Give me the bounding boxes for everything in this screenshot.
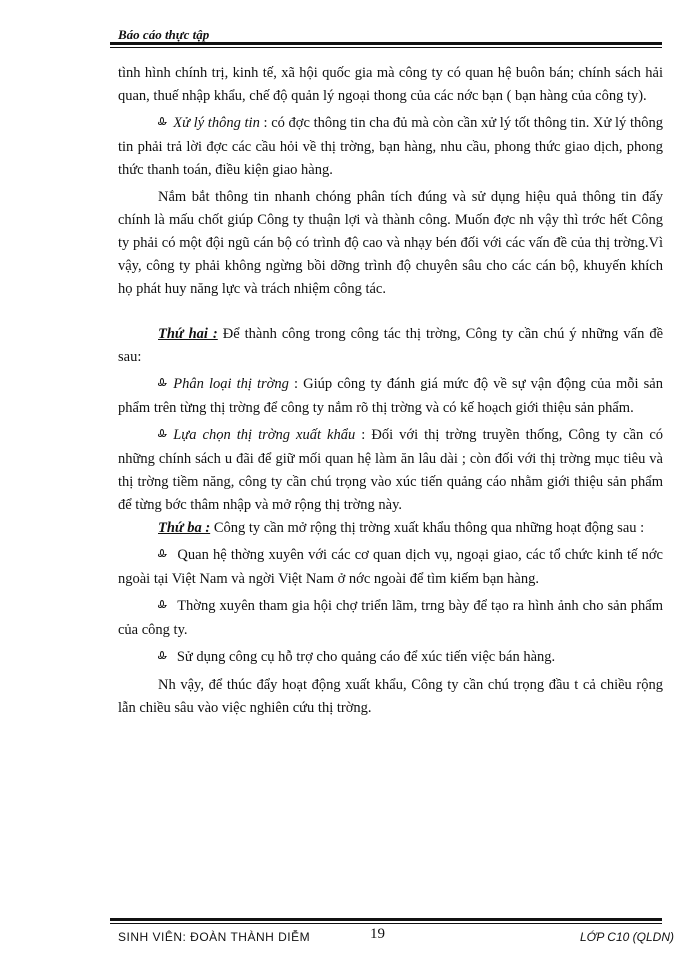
paragraph-label: Phân loại thị trờng	[173, 376, 289, 392]
paragraph: Thứ ba : Công ty cần mở rộng thị trờng xuất khẩu thông qua những hoạt động sau :	[158, 520, 645, 536]
paragraph: Thứ hai : Để thành công trong công tác thị trờng, Công ty cần chú ý những vấn đề sau:	[118, 326, 664, 365]
paragraph: Ꮂ Lựa chọn thị trờng xuất khẩu : Đối với thị trờng truyền thống, Công ty cần có những chính sách u đãi để giữ mối quan hệ làm ăn lâu dài ; còn đối với thị trờng mục tiêu và thị trờng tiềm năng, công ty cần chú trọng vào xúc tiến quảng cáo nhằm giới thiệu sản phẩm để từng bớc thâm nhập và mở rộng thị trờng này.	[118, 427, 664, 513]
paragraph: Ꮂ Sử dụng công cụ hỗ trợ cho quảng cáo để xúc tiến việc bán hàng.	[158, 649, 556, 665]
header-rule-thin	[110, 47, 662, 48]
bullet-icon: Ꮂ	[158, 548, 168, 560]
paragraph-label: Xử lý thông tin	[173, 115, 260, 131]
bullet-icon: Ꮂ	[158, 428, 168, 440]
paragraph: Ꮂ Xử lý thông tin : có đợc thông tin cha đủ mà còn cần xử lý tốt thông tin. Xử lý thông tin phải trả lời đợc các cầu hỏi về thị trờng, bạn hàng, nhu cầu, phong thức giao dịch, phong thức thanh toán, điều kiện giao hàng.	[118, 115, 663, 178]
page-number: 19	[370, 926, 385, 942]
bullet-icon: Ꮂ	[158, 116, 168, 128]
section-heading: Thứ ba :	[158, 520, 211, 536]
footer-rule	[110, 918, 662, 921]
footer-student: SINH VIÊN: ĐOÀN THÀNH DIỄM	[118, 930, 311, 944]
footer-class: LỚP C10 (QLDN)	[580, 930, 674, 944]
paragraph: Ꮂ Quan hệ thờng xuyên với các cơ quan dịch vụ, ngoại giao, các tổ chức kinh tế nớc ngoài tại Việt Nam và ngời Việt Nam ở nớc ngoài để tìm kiếm bạn hàng.	[118, 547, 663, 587]
paragraph: Ꮂ Thờng xuyên tham gia hội chợ triển lãm, trng bày để tạo ra hình ảnh cho sản phẩm của công ty.	[118, 598, 663, 638]
bullet-icon: Ꮂ	[158, 377, 168, 389]
paragraph: Ꮂ Phân loại thị trờng : Giúp công ty đánh giá mức độ về sự vận động của mỗi sản phẩm trên từng thị trờng để công ty nắm rõ thị trờng và có kế hoạch giới thiệu sản phẩm.	[118, 376, 663, 416]
header-rule	[110, 42, 662, 45]
paragraph: Nắm bắt thông tin nhanh chóng phân tích đúng và sử dụng hiệu quả thông tin đấy chính là mấu chốt giúp Công ty thuận lợi và thành công. Muốn đợc nh vậy thì trớc hết Công ty phải có một đội ngũ cán bộ có trình độ cao và nhạy bén đối với các vấn đề của thị trờng.Vì vậy, công ty phải không ngừng bồi dỡng trình độ chuyên sâu cho các cán bộ, khuyến khích họ phát huy năng lực và trách nhiệm công tác.	[118, 189, 663, 297]
body-text	[118, 62, 663, 720]
section-heading: Thứ hai :	[158, 326, 218, 342]
paragraph: Nh vậy, để thúc đẩy hoạt động xuất khẩu, Công ty cần chú trọng đầu t cả chiều rộng lẫn chiều sâu vào việc nghiên cứu thị trờng.	[118, 677, 663, 716]
paragraph-label: Lựa chọn thị trờng xuất khẩu	[173, 427, 356, 443]
header-title: Báo cáo thực tập	[118, 27, 210, 42]
paragraph: tình hình chính trị, kinh tế, xã hội quốc gia mà công ty có quan hệ buôn bán; chính sách hải quan, thuế nhập khẩu, chế độ quản lý ngoại thong của các nớc bạn ( bạn hàng của công ty).	[118, 65, 663, 104]
bullet-icon: Ꮂ	[158, 599, 168, 611]
bullet-icon: Ꮂ	[158, 650, 168, 662]
footer-rule-thin	[110, 923, 662, 924]
